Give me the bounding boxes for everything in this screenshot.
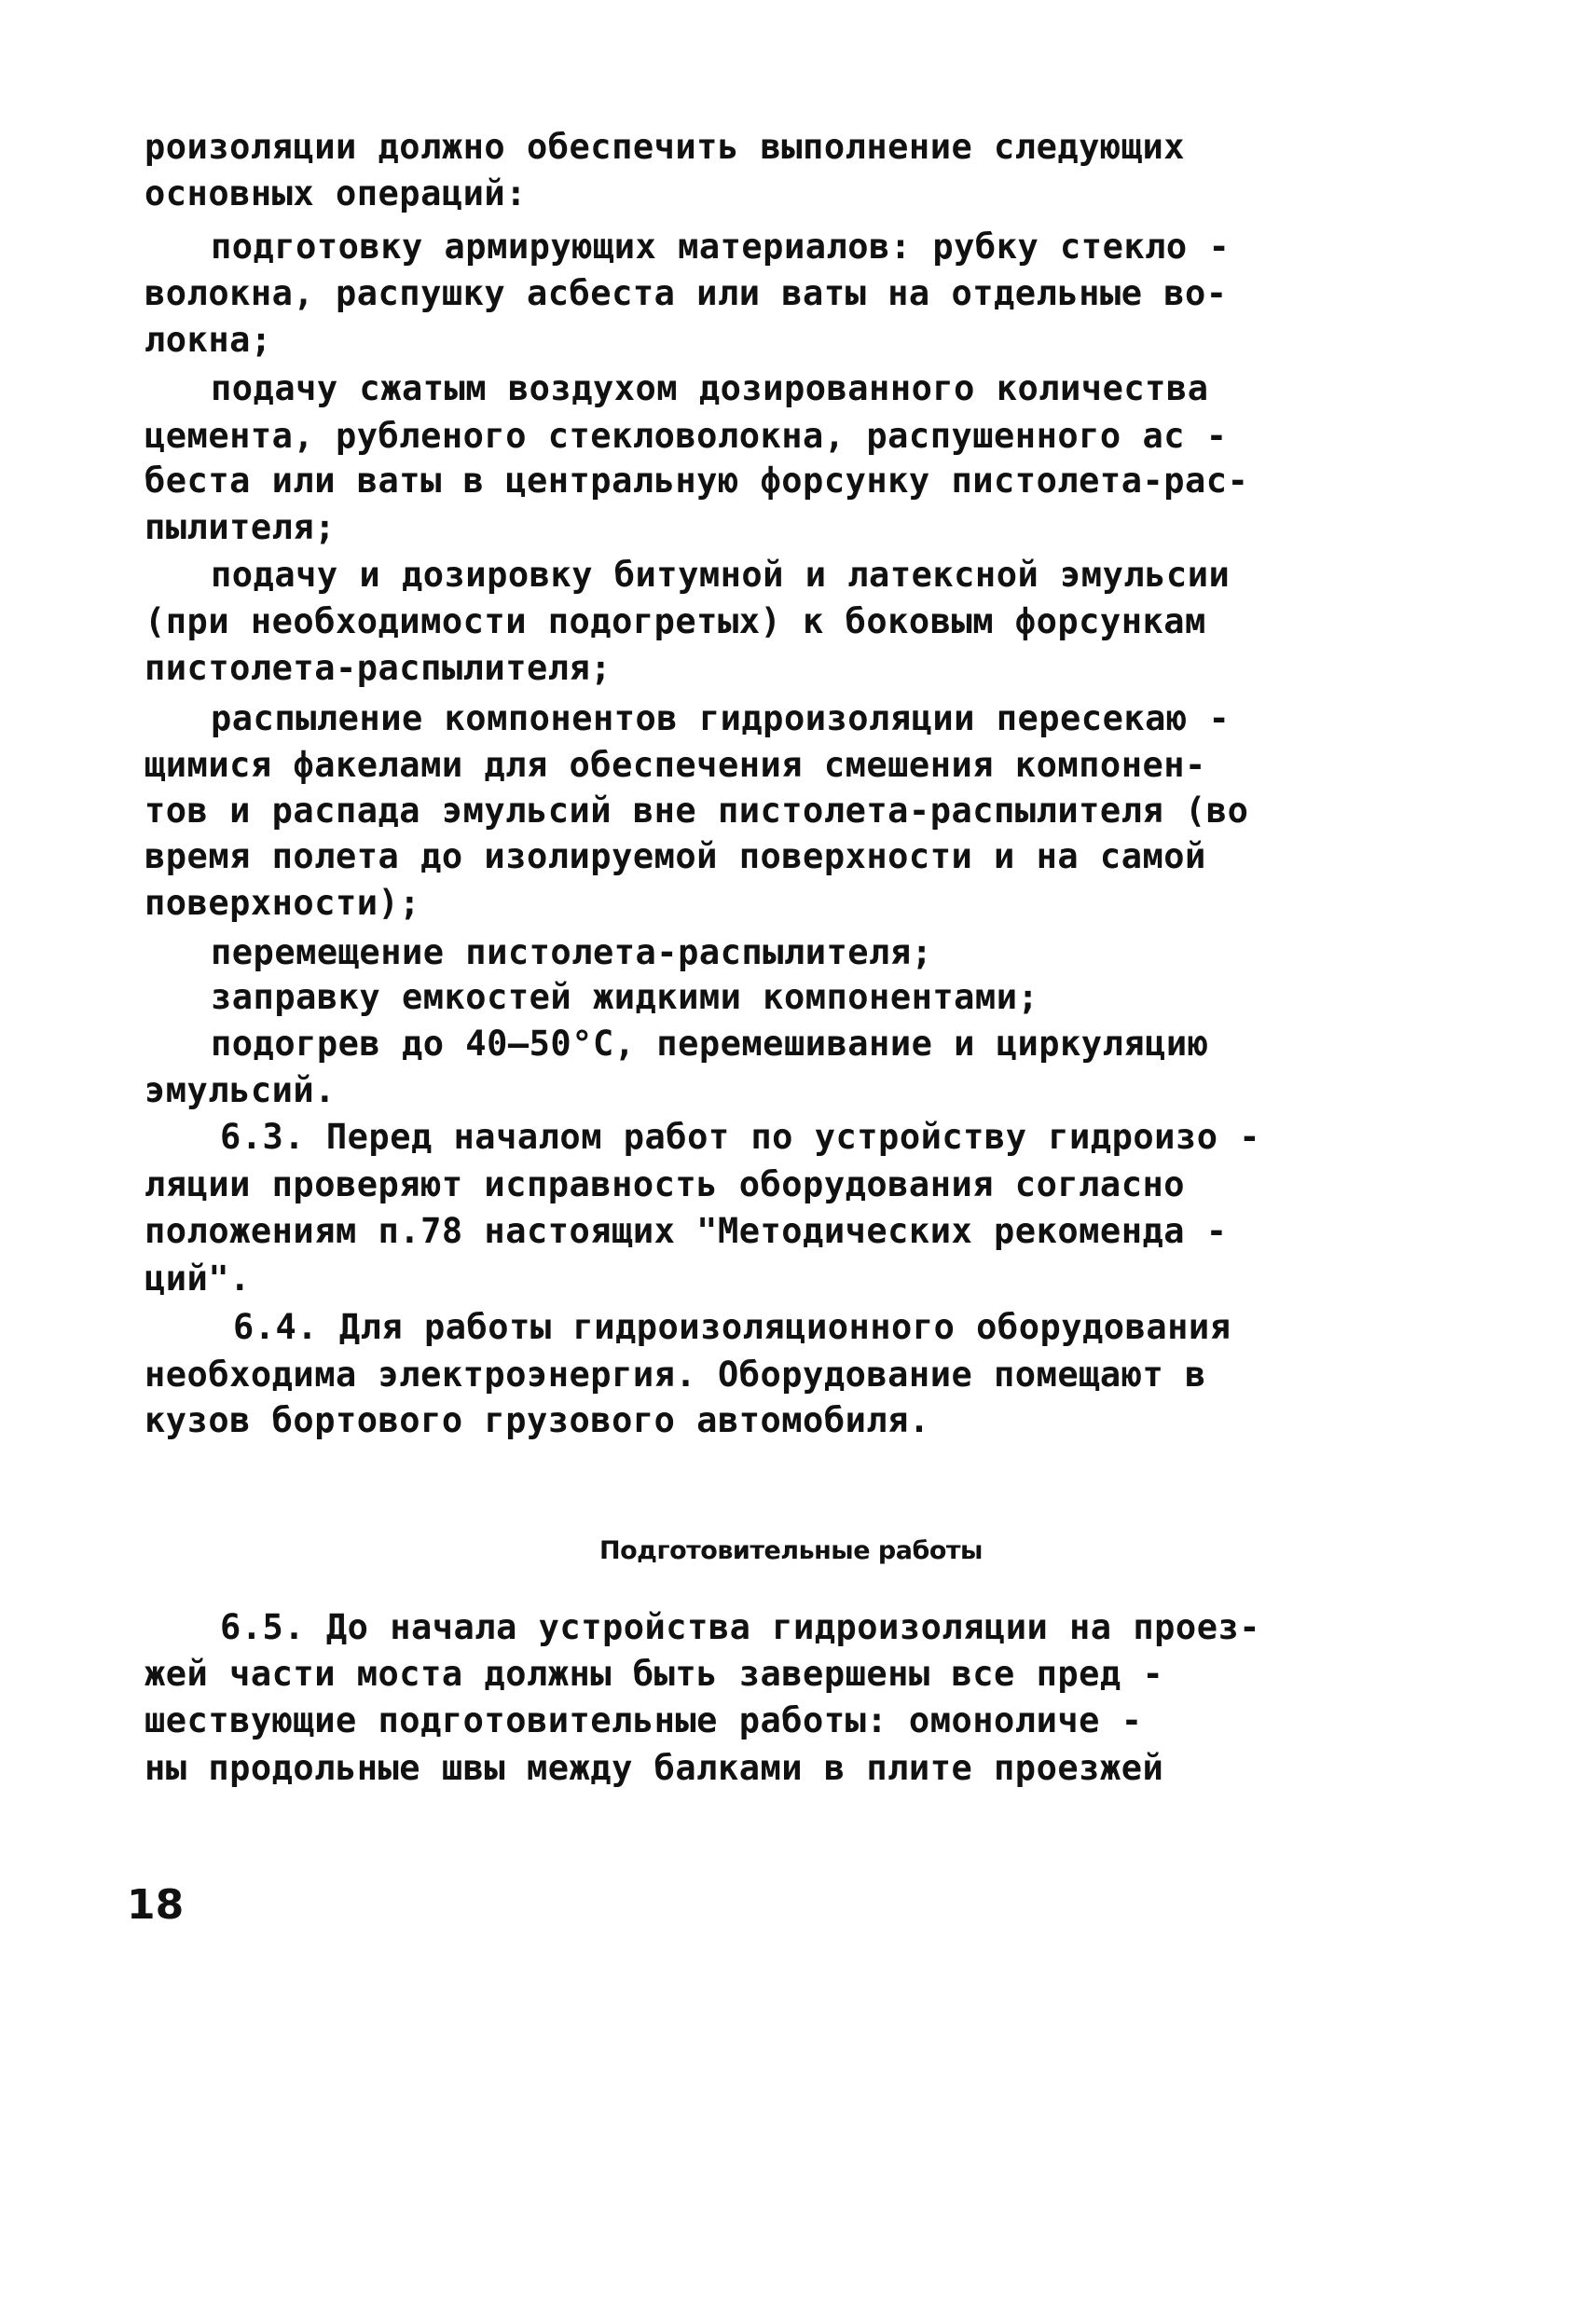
text-line: время полета до изолируемой поверхности и на самой [144, 836, 1206, 876]
text-line: 6.3. Перед началом работ по устройству гидроизо - [220, 1117, 1261, 1157]
text-line: (при необходимости подогретых) к боковым форсункам [144, 601, 1206, 641]
text-line: распыление компонентов гидроизоляции пересекаю - [211, 698, 1231, 738]
text-line: шествующие подготовительные работы: омоноличе - [144, 1700, 1143, 1740]
page-number: 18 [127, 1881, 185, 1929]
text-line: заправку емкостей жидкими компонентами; [211, 977, 1039, 1017]
text-line: пистолета-распылителя; [144, 648, 612, 688]
text-line: цемента, рубленого стекловолокна, распушенного ас - [144, 416, 1228, 456]
text-line: жей части моста должны быть завершены все пред - [144, 1654, 1164, 1694]
text-line: роизоляции должно обеспечить выполнение следующих [144, 127, 1186, 167]
text-line: тов и распада эмульсий вне пистолета-распылителя (во [144, 791, 1249, 831]
text-line: поверхности); [144, 883, 421, 923]
text-line: 6.4. Для работы гидроизоляционного оборудования [233, 1307, 1231, 1347]
text-line: ны продольные швы между балками в плите проезжей [144, 1748, 1164, 1788]
text-line: подачу сжатым воздухом дозированного количества [211, 368, 1209, 408]
text-line: основных операций: [144, 173, 527, 213]
text-line: беста или ваты в центральную форсунку пистолета-рас- [144, 461, 1249, 501]
text-line: ляции проверяют исправность оборудования согласно [144, 1164, 1186, 1204]
text-line: пылителя; [144, 507, 336, 547]
text-line: кузов бортового грузового автомобиля. [144, 1400, 930, 1440]
text-line: 6.5. До начала устройства гидроизоляции на проез- [220, 1607, 1261, 1647]
text-line: подачу и дозировку битумной и латексной эмульсии [211, 555, 1231, 595]
text-line: перемещение пистолета-распылителя; [211, 932, 933, 972]
text-line: ций". [144, 1258, 251, 1299]
text-line: подготовку армирующих материалов: рубку стекло - [211, 227, 1231, 267]
section-heading: Подготовительные работы [599, 1536, 983, 1565]
text-line: эмульсий. [144, 1070, 336, 1110]
text-line: локна; [144, 320, 272, 360]
text-line: волокна, распушку асбеста или ваты на отдельные во- [144, 273, 1228, 313]
text-line: щимися факелами для обеспечения смешения компонен- [144, 745, 1206, 785]
text-line: положениям п.78 настоящих "Методических рекоменда - [144, 1211, 1228, 1251]
text-line: необходима электроэнергия. Оборудование помещают в [144, 1355, 1206, 1395]
text-line: подогрев до 40–50°С, перемешивание и циркуляцию [211, 1024, 1209, 1064]
